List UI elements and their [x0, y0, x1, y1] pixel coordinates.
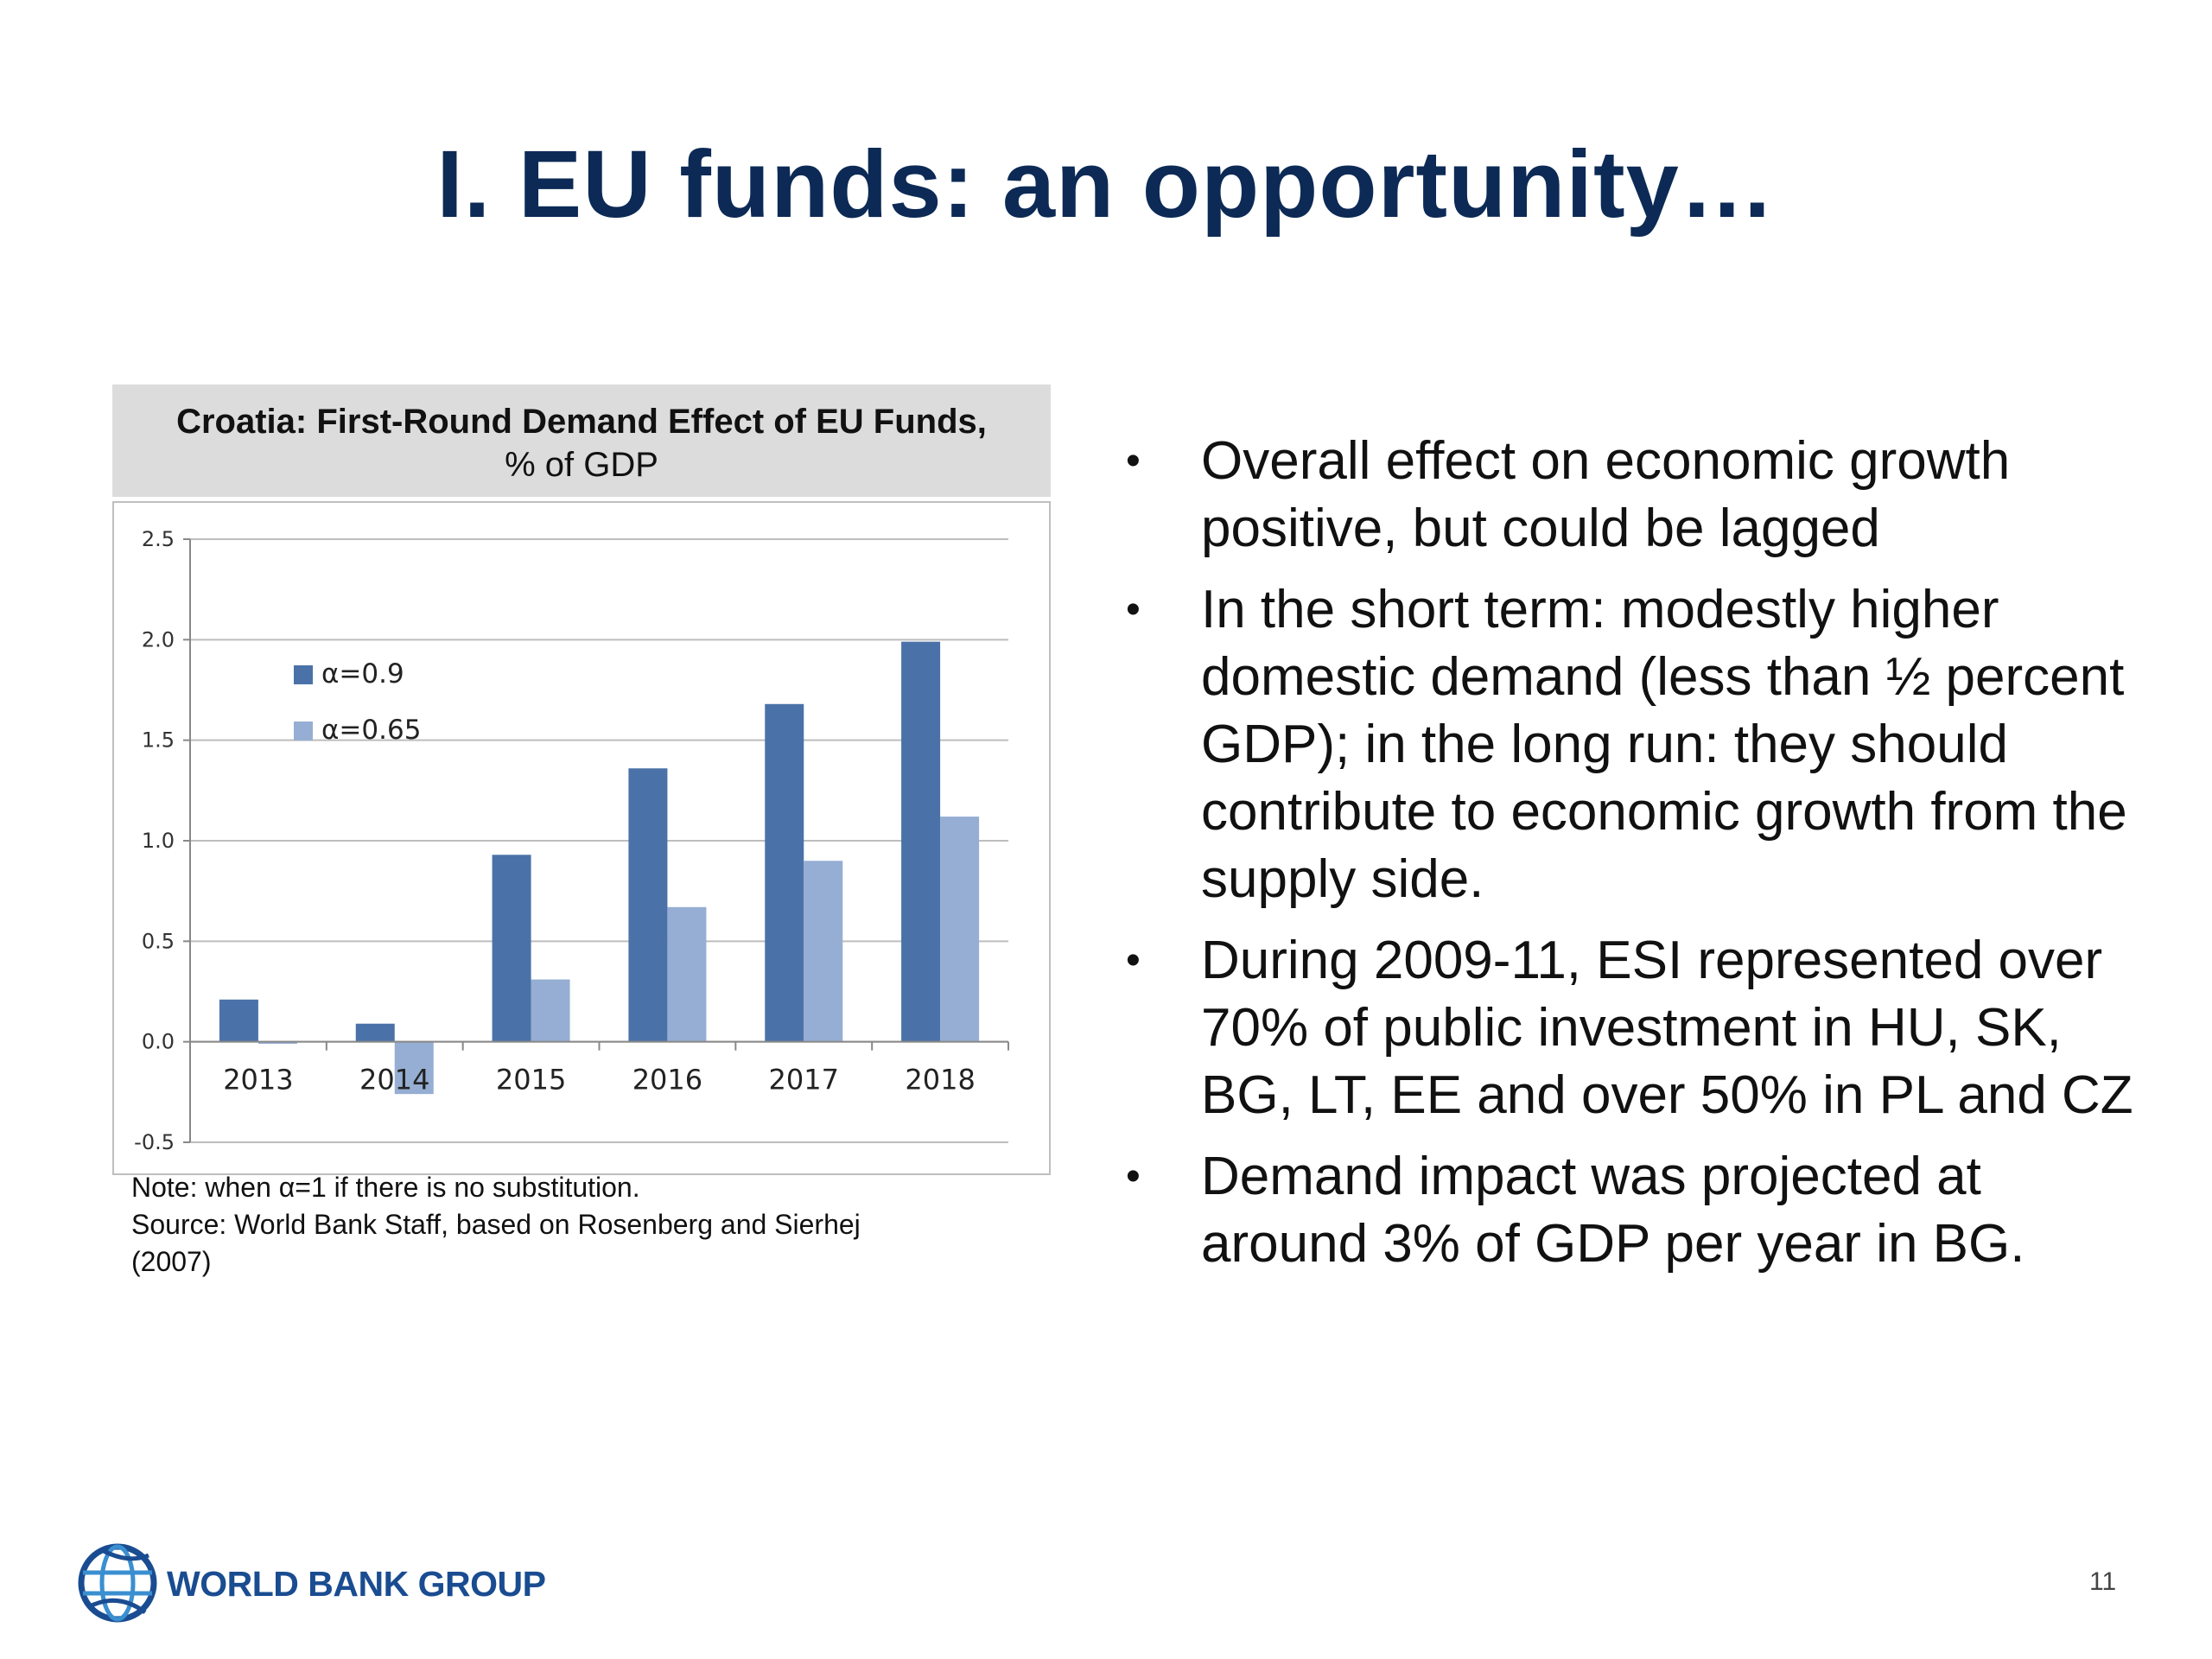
bar-2016-series-2	[667, 907, 706, 1042]
bar-2014-series-1	[356, 1024, 395, 1042]
x-tick-label: 2013	[223, 1063, 294, 1096]
bar-2015-series-2	[531, 980, 570, 1042]
chart-canvas	[114, 503, 1049, 1173]
legend-swatch	[294, 721, 313, 741]
x-tick-label: 2016	[632, 1063, 703, 1096]
x-tick-label: 2017	[768, 1063, 839, 1096]
x-tick-label: 2014	[359, 1063, 430, 1096]
y-tick-label: 2.5	[141, 527, 175, 551]
globe-icon	[76, 1538, 162, 1624]
bullet-item	[1119, 1143, 2156, 1278]
world-bank-logo	[76, 1538, 594, 1624]
bar-2016-series-1	[628, 768, 667, 1041]
legend-label: α=0.9	[321, 658, 404, 690]
bullet-marker: •	[1126, 438, 1141, 484]
y-tick-label: 2.0	[141, 627, 175, 652]
chart-title-panel	[112, 385, 1051, 497]
bar-2017-series-1	[765, 704, 804, 1042]
source-text: Source: World Bank Staff, based on Rosenberg and Sierhej	[131, 1209, 861, 1240]
y-tick-label: 1.5	[141, 728, 175, 753]
x-tick-label: 2018	[905, 1063, 976, 1096]
bar-2018-series-1	[901, 642, 940, 1042]
x-tick-label: 2015	[495, 1063, 567, 1096]
bullet-list	[1119, 428, 2156, 1292]
bullet-item	[1119, 428, 2156, 563]
chart-title: Croatia: First-Round Demand Effect of EU Funds,	[176, 403, 987, 441]
y-tick-label: 0.0	[141, 1029, 175, 1054]
bullet-text: Demand impact was projected at around 3% of GDP per year in BG.	[1201, 1147, 2025, 1274]
logo-text: WORLD BANK GROUP	[167, 1564, 546, 1604]
bullet-marker: •	[1126, 938, 1141, 983]
chart-subtitle: % of GDP	[505, 446, 658, 484]
source-text-continued: (2007)	[131, 1246, 212, 1277]
bar-2017-series-2	[804, 861, 842, 1041]
bullet-text: Overall effect on economic growth positive, but could be lagged	[1201, 431, 2011, 558]
bar-2015-series-1	[493, 855, 531, 1041]
page-number: 11	[2089, 1567, 2117, 1596]
y-tick-label: -0.5	[134, 1130, 175, 1154]
bullet-item	[1119, 927, 2156, 1129]
legend-swatch	[294, 665, 313, 684]
bullet-marker: •	[1126, 587, 1141, 632]
bar-2013-series-1	[219, 1000, 258, 1042]
bullet-marker: •	[1126, 1154, 1141, 1199]
bullet-item	[1119, 576, 2156, 913]
chart-notes	[131, 1169, 995, 1281]
y-tick-label: 1.0	[141, 829, 175, 853]
note-text: Note: when α=1 if there is no substitution.	[131, 1172, 640, 1203]
bullet-text: In the short term: modestly higher domestic demand (less than ½ percent GDP); in the long run: they should contribute to economic growth from the supply side.	[1201, 580, 2127, 909]
bar-2018-series-2	[940, 817, 979, 1042]
legend-label: α=0.65	[321, 715, 422, 746]
y-tick-label: 0.5	[141, 929, 175, 954]
bar-chart	[112, 501, 1051, 1175]
slide-title: I. EU funds: an opportunity…	[436, 131, 1776, 238]
bullet-text: During 2009-11, ESI represented over 70% of public investment in HU, SK, BG, LT, EE and over 50% in PL and CZ	[1201, 931, 2133, 1125]
